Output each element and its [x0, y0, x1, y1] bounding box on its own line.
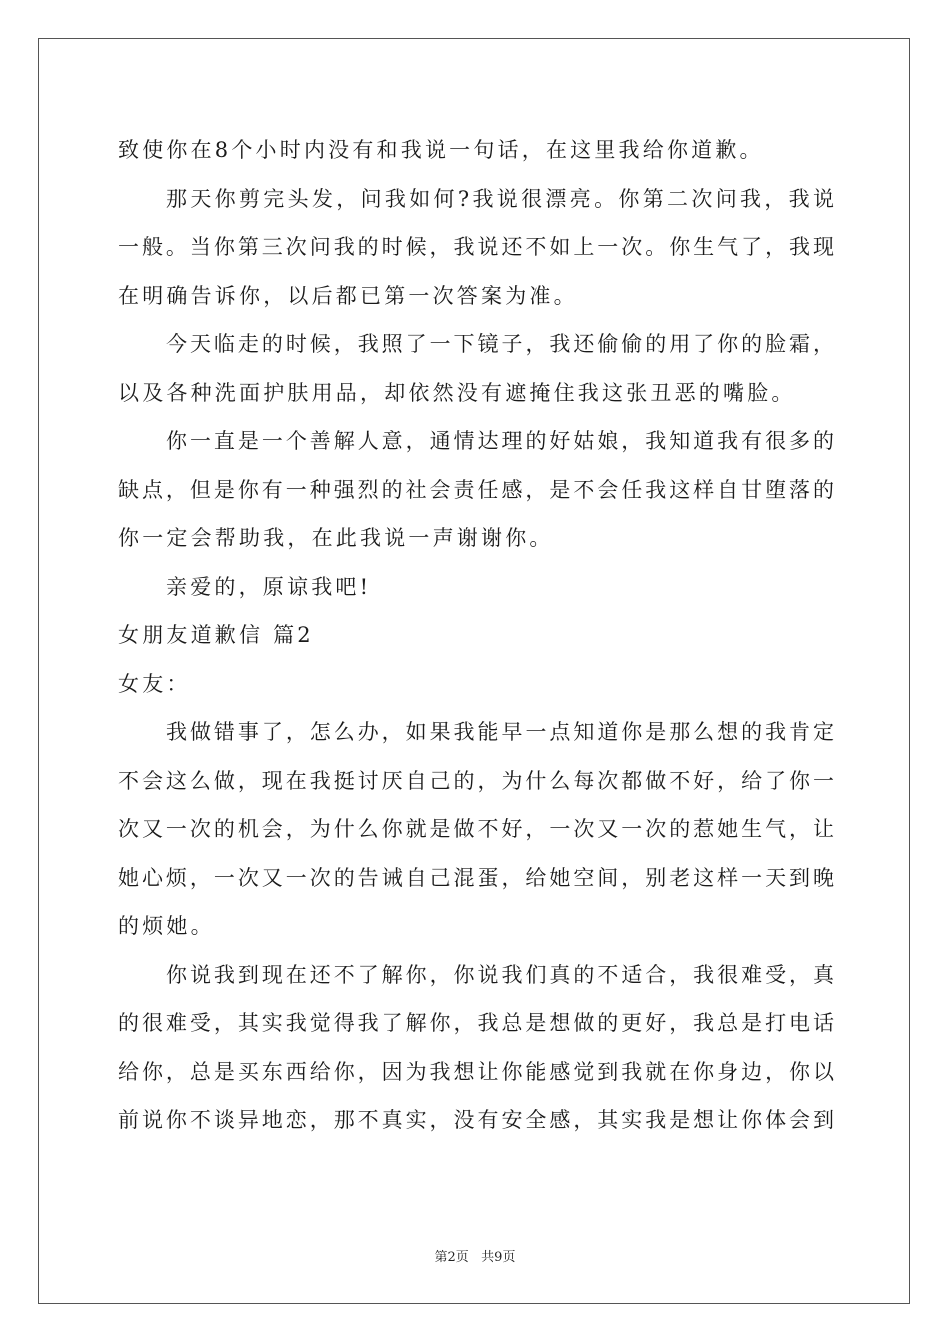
text-line: 亲爱的，原谅我吧! [166, 574, 372, 599]
text-line: 次又一次的机会，为什么你就是做不好，一次又一次的惹她生气，让 [118, 817, 834, 841]
paragraph [118, 417, 834, 563]
heading-line: 女友： [118, 671, 191, 696]
text-line: 那天你剪完头发，问我如何?我说很漂亮。你第二次问我，我说 [166, 186, 834, 211]
page-number: 第2页 共9页 [434, 1250, 516, 1265]
text-line: 的烦她。 [118, 914, 215, 938]
text-line: 你说我到现在还不了解你，你说我们真的不适合，我很难受，真 [166, 962, 834, 987]
text-line: 我做错事了，怎么办，如果我能早一点知道你是那么想的我肯定 [166, 720, 834, 744]
heading-line: 女朋友道歉信 篇2 [118, 623, 314, 647]
text-line: 致使你在8个小时内没有和我说一句话，在这里我给你道歉。 [118, 138, 764, 162]
text-line: 你一定会帮助我，在此我说一声谢谢你。 [118, 526, 554, 550]
paragraph [118, 175, 834, 321]
text-line: 缺点，但是你有一种强烈的社会责任感，是不会任我这样自甘堕落的 [118, 477, 834, 502]
document-body [118, 126, 834, 1145]
text-line: 今天临走的时候，我照了一下镜子，我还偷偷的用了你的脸霜， [166, 332, 834, 356]
text-line: 的很难受，其实我觉得我了解你，我总是想做的更好，我总是打电话 [118, 1011, 834, 1035]
text-line: 以及各种洗面护肤用品，却依然没有遮掩住我这张丑恶的嘴脸。 [118, 380, 796, 405]
paragraph [118, 708, 834, 951]
text-line: 前说你不谈异地恋，那不真实，没有安全感，其实我是想让你体会到 [118, 1108, 834, 1132]
text-line: 在明确告诉你，以后都已第一次答案为准。 [118, 283, 578, 308]
text-line: 不会这么做，现在我挺讨厌自己的，为什么每次都做不好，给了你一 [118, 768, 834, 793]
salutation [118, 660, 834, 709]
text-line: 她心烦，一次又一次的告诫自己混蛋，给她空间，别老这样一天到晚 [118, 865, 834, 890]
paragraph [118, 563, 834, 612]
text-line: 给你，总是买东西给你，因为我想让你能感觉到我就在你身边，你以 [118, 1059, 834, 1084]
section-heading [118, 611, 834, 660]
text-line: 一般。当你第三次问我的时候，我说还不如上一次。你生气了，我现 [118, 235, 834, 259]
text-line: 你一直是一个善解人意，通情达理的好姑娘，我知道我有很多的 [166, 429, 834, 453]
paragraph [118, 126, 834, 175]
paragraph [118, 951, 834, 1145]
paragraph [118, 320, 834, 417]
